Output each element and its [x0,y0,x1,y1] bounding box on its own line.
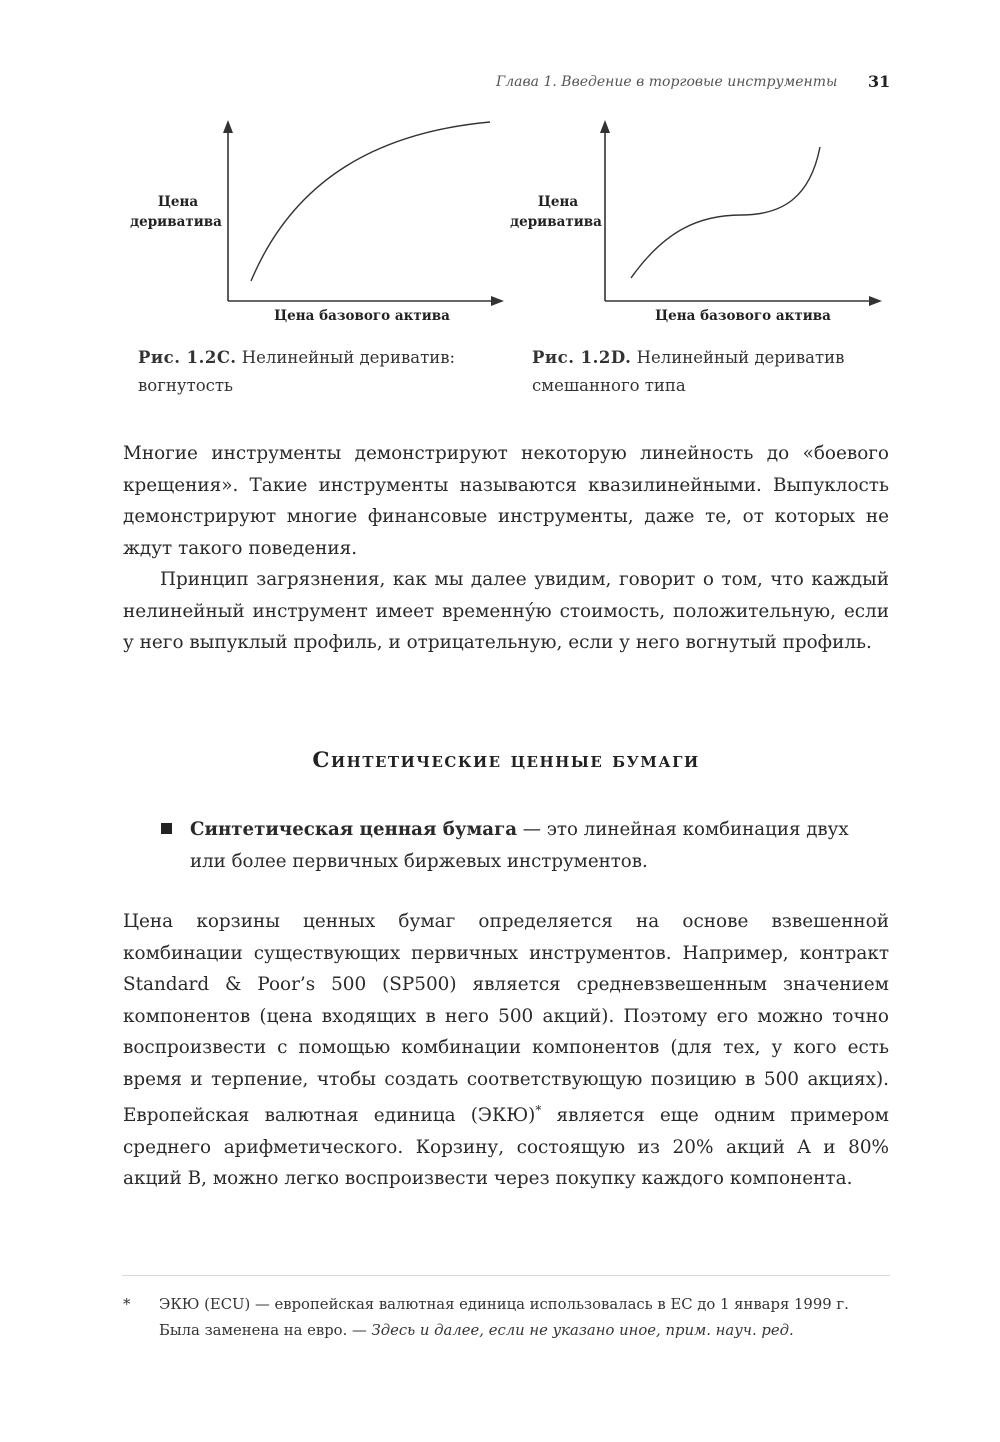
page-number: 31 [868,72,891,91]
caption-text: Нелинейный дериватив: [241,348,456,367]
paragraph-part: Цена корзины ценных бумаг определяется на основе взвешенной комбинации существующих первичных инструментов. Например, контракт Standard & Poor’s 500 (SP500) является средневзвешенным значением компонентов (цена входящих в него 500 акций). Поэтому его можно точно воспроизвести с помощью комбинации компонентов (для тех, у кого есть время и терпение, чтобы создать соответствующую позицию в 500 акциях). Европейская валютная единица (ЭКЮ) [123,911,889,1127]
body-text-bottom [123,906,889,1195]
running-header-title: Глава 1. Введение в торговые инструменты [496,74,838,90]
definition-term: Синтетическая ценная бумага [190,819,517,840]
definition-bullet [190,814,890,877]
y-axis-label-line1: Цена [537,194,579,210]
figure-1-2c [120,118,510,328]
paragraph-part: является еще одним примером среднего арифметического. Корзину, состоящую из 20% акций A и 80% акций B, можно легко воспроизвести через покупку каждого компонента. [123,1105,889,1190]
figure-1-2c-caption [138,344,508,400]
footnote [123,1292,891,1344]
y-axis-label-line2: деривативa [510,214,602,230]
x-axis-arrowhead [869,296,882,306]
y-axis-label-line1: Цена [157,194,199,210]
bullet-square-icon [161,823,172,834]
footnote-divider [122,1275,890,1276]
footnote-text: ЭКЮ (ECU) — европейская валютная единица использовалась в ЕС до 1 января 1999 г. Была заменена на евро. — [159,1296,849,1339]
footnote-ref: * [535,1103,542,1117]
mixed-curve [631,147,820,278]
figure-1-2d-caption [532,344,902,400]
figure-1-2d [500,118,890,328]
caption-text: вогнутость [138,376,233,395]
body-text-top [123,438,889,659]
caption-label: Рис. 1.2C. [138,348,237,367]
definition-text: — это линейная комбинация двух или более первичных биржевых инструментов. [190,819,849,872]
x-axis-label: Цена базового актива [274,308,450,324]
footnote-editor-note: Здесь и далее, если не указано иное, прим. науч. ред. [371,1322,794,1339]
paragraph: Многие инструменты демонстрируют некоторую линейность до «боевого крещения». Такие инструменты называются квазилинейными. Выпуклость демонстрируют многие финансовые инструменты, даже те, от которых не ждут такого поведения. [123,443,889,559]
y-axis-label-line2: деривативa [130,214,222,230]
caption-text: смешанного типа [532,376,686,395]
paragraph [123,906,889,1195]
paragraph: Принцип загрязнения, как мы далее увидим, говорит о том, что каждый нелинейный инструмент имеет временну́ю стоимость, положительную, если у него выпуклый профиль, и отрицательную, если у него вогнутый профиль. [123,569,889,653]
concave-curve [251,122,490,281]
caption-text: Нелинейный дериватив [636,348,845,367]
x-axis-label: Цена базового актива [655,308,831,324]
caption-label: Рис. 1.2D. [532,348,632,367]
section-heading: Синтетические ценные бумаги [312,748,700,773]
footnote-marker: * [123,1296,131,1313]
